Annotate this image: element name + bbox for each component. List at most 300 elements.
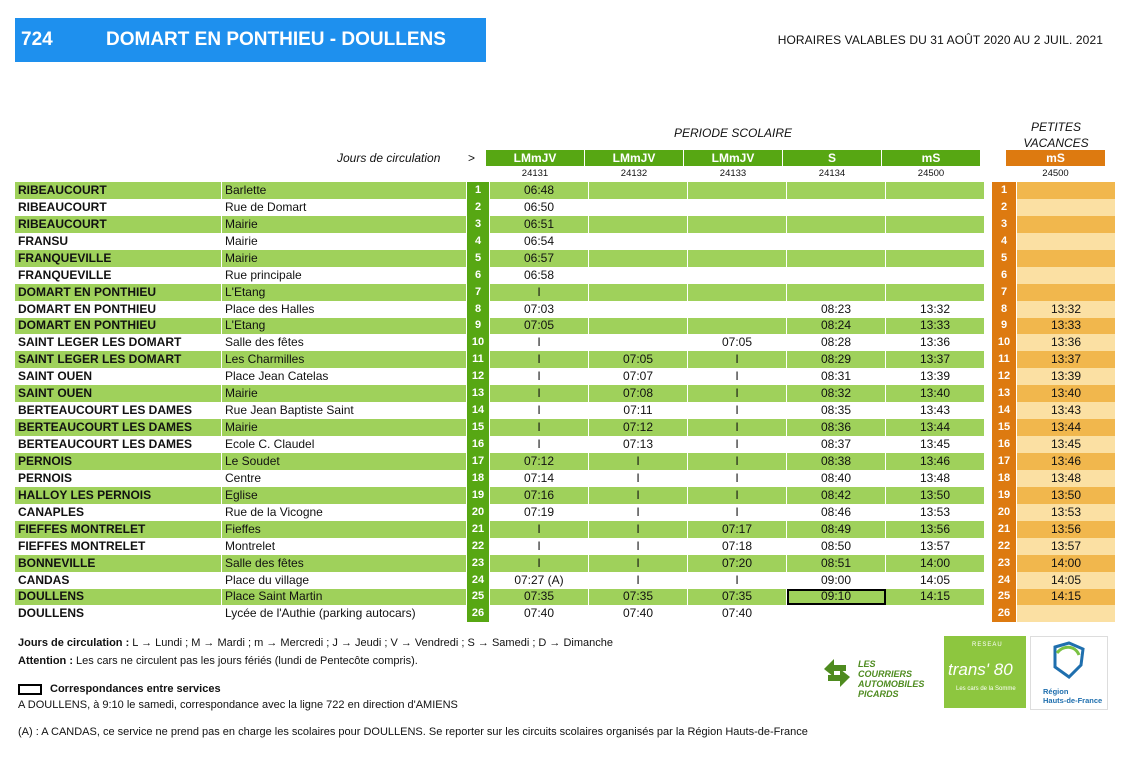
time-cell: 06:54 (490, 233, 589, 250)
trans80-top: RESEAU (972, 642, 1003, 648)
stop-order-number: 23 (467, 555, 490, 572)
stop-name-cell: Mairie (222, 216, 467, 233)
stop-order-number-holiday: 22 (992, 538, 1017, 555)
column-gap (984, 487, 992, 504)
time-cell: 07:12 (490, 453, 589, 470)
time-cell: I (688, 351, 787, 368)
service-number: 24133 (719, 168, 747, 179)
time-cell: 08:24 (787, 318, 886, 335)
commune-cell: SAINT LEGER LES DOMART (15, 351, 222, 368)
time-cell (886, 199, 985, 216)
holiday-time-cell: 13:36 (1017, 334, 1116, 351)
time-cell (688, 284, 787, 301)
commune-cell: RIBEAUCOURT (15, 199, 222, 216)
stop-order-number-holiday: 6 (992, 267, 1017, 284)
commune-cell: DOMART EN PONTHIEU (15, 318, 222, 335)
time-cell (886, 216, 985, 233)
stop-order-number-holiday: 12 (992, 368, 1017, 385)
time-cell: I (688, 487, 787, 504)
region-label (1043, 687, 1102, 705)
holiday-time-cell (1017, 233, 1116, 250)
column-gap (984, 284, 992, 301)
column-gap (984, 419, 992, 436)
time-cell: 13:32 (886, 301, 985, 318)
time-cell: 08:37 (787, 436, 886, 453)
holiday-time-cell: 13:44 (1017, 419, 1116, 436)
time-cell: I (589, 521, 688, 538)
time-cell: 07:14 (490, 470, 589, 487)
stop-name-cell: L'Etang (222, 318, 467, 335)
time-cell: I (589, 555, 688, 572)
time-cell: 06:48 (490, 182, 589, 199)
holiday-time-cell: 13:43 (1017, 402, 1116, 419)
service-days-header: LMmJV (585, 150, 683, 166)
time-cell: 06:57 (490, 250, 589, 267)
commune-cell: BONNEVILLE (15, 555, 222, 572)
column-gap (984, 436, 992, 453)
stop-order-number: 7 (467, 284, 490, 301)
time-cell: 08:40 (787, 470, 886, 487)
time-cell (589, 318, 688, 335)
time-cell (589, 233, 688, 250)
stop-order-number: 16 (467, 436, 490, 453)
table-row (15, 301, 1115, 318)
service-days-header: S (783, 150, 881, 166)
holiday-time-cell: 13:37 (1017, 351, 1116, 368)
lca-line2: AUTOMOBILES (858, 679, 925, 689)
time-cell (589, 284, 688, 301)
stop-order-number-holiday: 21 (992, 521, 1017, 538)
attention-title: Attention : (18, 655, 73, 667)
validity-period: HORAIRES VALABLES DU 31 AOÛT 2020 AU 2 JUIL. 2021 (777, 33, 1103, 47)
commune-cell: CANDAS (15, 572, 222, 589)
commune-cell: BERTEAUCOURT LES DAMES (15, 436, 222, 453)
period-school-label: PERIODE SCOLAIRE (673, 126, 793, 140)
holiday-time-cell: 14:15 (1017, 589, 1116, 606)
stop-name-cell: L'Etang (222, 284, 467, 301)
time-cell: 13:50 (886, 487, 985, 504)
stop-order-number: 4 (467, 233, 490, 250)
time-cell: I (688, 402, 787, 419)
time-cell: 13:37 (886, 351, 985, 368)
time-cell: I (490, 284, 589, 301)
connection-box-icon (18, 684, 42, 695)
time-cell: 07:19 (490, 504, 589, 521)
stop-order-number-holiday: 18 (992, 470, 1017, 487)
stop-name-cell: Montrelet (222, 538, 467, 555)
stop-name-cell: Le Soudet (222, 453, 467, 470)
time-cell (886, 233, 985, 250)
note-a: (A) : A CANDAS, ce service ne prend pas en charge les scolaires pour DOULLENS. Se reporter sur les circuits scolaires organisés par la Région Hauts-de-France (18, 726, 808, 738)
days-legend (18, 637, 613, 649)
commune-cell: FRANSU (15, 233, 222, 250)
time-cell: 07:05 (688, 334, 787, 351)
stop-name-cell: Fieffes (222, 521, 467, 538)
line-title-bar (15, 18, 486, 62)
commune-cell: FIEFFES MONTRELET (15, 538, 222, 555)
time-cell: 09:00 (787, 572, 886, 589)
time-cell: 13:48 (886, 470, 985, 487)
time-cell: I (490, 368, 589, 385)
table-row (15, 419, 1115, 436)
commune-cell: BERTEAUCOURT LES DAMES (15, 419, 222, 436)
holiday-time-cell: 13:50 (1017, 487, 1116, 504)
column-gap (984, 470, 992, 487)
time-cell: 08:50 (787, 538, 886, 555)
time-cell: 08:49 (787, 521, 886, 538)
stop-order-number-holiday: 9 (992, 318, 1017, 335)
time-cell (688, 301, 787, 318)
connections-legend (18, 683, 221, 695)
time-cell (688, 318, 787, 335)
stop-order-number: 14 (467, 402, 490, 419)
table-row (15, 572, 1115, 589)
time-cell: 07:27 (A) (490, 572, 589, 589)
column-gap (984, 216, 992, 233)
stop-order-number-holiday: 1 (992, 182, 1017, 199)
column-gap (984, 605, 992, 622)
table-row (15, 216, 1115, 233)
stop-order-number: 26 (467, 605, 490, 622)
time-cell: 06:58 (490, 267, 589, 284)
column-gap (984, 267, 992, 284)
column-gap (984, 351, 992, 368)
commune-cell: FIEFFES MONTRELET (15, 521, 222, 538)
service-days-header: LMmJV (684, 150, 782, 166)
line-number: 724 (21, 29, 53, 50)
commune-cell: SAINT OUEN (15, 368, 222, 385)
time-cell: 13:45 (886, 436, 985, 453)
commune-cell: PERNOIS (15, 453, 222, 470)
stop-name-cell: Ecole C. Claudel (222, 436, 467, 453)
stop-name-cell: Place Saint Martin (222, 589, 467, 606)
region-line2: Hauts-de-France (1043, 696, 1103, 705)
stop-order-number: 22 (467, 538, 490, 555)
time-cell: 07:07 (589, 368, 688, 385)
column-gap (984, 385, 992, 402)
table-row (15, 555, 1115, 572)
table-row (15, 487, 1115, 504)
stop-order-number-holiday: 20 (992, 504, 1017, 521)
time-cell: I (688, 572, 787, 589)
table-row (15, 351, 1115, 368)
stop-order-number-holiday: 5 (992, 250, 1017, 267)
stop-order-number-holiday: 4 (992, 233, 1017, 250)
region-line1: Région (1043, 687, 1069, 696)
holiday-time-cell: 14:05 (1017, 572, 1116, 589)
table-row (15, 402, 1115, 419)
holiday-service-number: 24500 (1042, 168, 1069, 179)
time-cell: 08:29 (787, 351, 886, 368)
time-cell: I (589, 470, 688, 487)
time-cell (589, 250, 688, 267)
column-gap (984, 589, 992, 606)
table-row (15, 470, 1115, 487)
stop-order-number-holiday: 8 (992, 301, 1017, 318)
time-cell: 08:28 (787, 334, 886, 351)
commune-cell: BERTEAUCOURT LES DAMES (15, 402, 222, 419)
column-gap (984, 538, 992, 555)
time-cell: 07:11 (589, 402, 688, 419)
time-cell: 14:00 (886, 555, 985, 572)
trans80-logo (944, 636, 1026, 708)
time-cell: 07:35 (589, 589, 688, 606)
stop-name-cell: Mairie (222, 419, 467, 436)
time-cell (787, 233, 886, 250)
connections-title: Correspondances entre services (50, 683, 221, 695)
stop-order-number-holiday: 25 (992, 589, 1017, 606)
time-cell: 08:51 (787, 555, 886, 572)
stop-order-number-holiday: 2 (992, 199, 1017, 216)
stop-name-cell: Salle des fêtes (222, 555, 467, 572)
service-number: 24132 (620, 168, 648, 179)
table-row (15, 233, 1115, 250)
stop-order-number: 20 (467, 504, 490, 521)
time-cell: 07:12 (589, 419, 688, 436)
commune-cell: FRANQUEVILLE (15, 267, 222, 284)
days-legend-text: L → Lundi ; M → Mardi ; m → Mercredi ; J → Jeudi ; V → Vendredi ; S → Samedi ; D → Dimanche (129, 637, 614, 649)
stop-name-cell: Rue Jean Baptiste Saint (222, 402, 467, 419)
commune-cell: CANAPLES (15, 504, 222, 521)
period-holiday-line1: PETITES (1030, 120, 1081, 134)
stop-name-cell: Lycée de l'Authie (parking autocars) (222, 605, 467, 622)
column-gap (984, 250, 992, 267)
time-cell: 14:15 (886, 589, 985, 606)
table-row (15, 368, 1115, 385)
holiday-time-cell (1017, 605, 1116, 622)
stop-order-number: 2 (467, 199, 490, 216)
time-cell (589, 334, 688, 351)
stop-name-cell: Rue de la Vicogne (222, 504, 467, 521)
stop-order-number: 25 (467, 589, 490, 606)
time-cell: 13:40 (886, 385, 985, 402)
holiday-time-cell: 13:57 (1017, 538, 1116, 555)
time-cell: I (589, 504, 688, 521)
table-row (15, 267, 1115, 284)
table-row (15, 250, 1115, 267)
column-gap (984, 199, 992, 216)
table-row (15, 589, 1115, 606)
column-gap (984, 182, 992, 199)
time-cell: 07:40 (589, 605, 688, 622)
time-cell: 13:36 (886, 334, 985, 351)
holiday-time-cell (1017, 199, 1116, 216)
column-gap (984, 334, 992, 351)
time-cell: I (688, 368, 787, 385)
stop-name-cell: Rue de Domart (222, 199, 467, 216)
time-cell (787, 182, 886, 199)
table-row (15, 538, 1115, 555)
period-holiday-label (1006, 119, 1106, 151)
commune-cell: SAINT LEGER LES DOMART (15, 334, 222, 351)
commune-cell: SAINT OUEN (15, 385, 222, 402)
time-cell (589, 199, 688, 216)
time-cell (688, 250, 787, 267)
time-cell: I (688, 453, 787, 470)
stop-order-number: 6 (467, 267, 490, 284)
time-cell (787, 284, 886, 301)
time-cell: 13:46 (886, 453, 985, 470)
commune-cell: DOMART EN PONTHIEU (15, 301, 222, 318)
stop-order-number: 3 (467, 216, 490, 233)
stop-order-number: 21 (467, 521, 490, 538)
stop-order-number-holiday: 10 (992, 334, 1017, 351)
holiday-time-cell: 13:33 (1017, 318, 1116, 335)
holiday-time-cell: 13:45 (1017, 436, 1116, 453)
holiday-time-cell: 14:00 (1017, 555, 1116, 572)
time-cell: I (490, 351, 589, 368)
stop-order-number: 1 (467, 182, 490, 199)
time-cell: 08:36 (787, 419, 886, 436)
stop-name-cell: Place des Halles (222, 301, 467, 318)
column-gap (984, 318, 992, 335)
time-cell: 07:20 (688, 555, 787, 572)
stop-order-number-holiday: 7 (992, 284, 1017, 301)
region-hexagon-icon (1031, 637, 1107, 685)
region-hdf-logo (1030, 636, 1108, 710)
stop-order-number: 18 (467, 470, 490, 487)
time-cell (589, 301, 688, 318)
days-arrow: > (468, 151, 476, 165)
column-gap (984, 233, 992, 250)
table-row (15, 318, 1115, 335)
time-cell: 07:08 (589, 385, 688, 402)
time-cell (886, 284, 985, 301)
stop-name-cell: Eglise (222, 487, 467, 504)
time-cell: 13:57 (886, 538, 985, 555)
stop-order-number-holiday: 3 (992, 216, 1017, 233)
stop-order-number: 12 (467, 368, 490, 385)
time-cell: 14:05 (886, 572, 985, 589)
time-cell (688, 233, 787, 250)
stop-order-number-holiday: 13 (992, 385, 1017, 402)
commune-cell: RIBEAUCOURT (15, 216, 222, 233)
commune-cell: FRANQUEVILLE (15, 250, 222, 267)
time-cell: I (589, 487, 688, 504)
time-cell: I (688, 504, 787, 521)
time-cell: I (589, 453, 688, 470)
commune-cell: DOULLENS (15, 589, 222, 606)
time-cell: 07:40 (688, 605, 787, 622)
line-name: DOMART EN PONTHIEU - DOULLENS (106, 29, 446, 50)
time-cell (886, 250, 985, 267)
holiday-time-cell: 13:32 (1017, 301, 1116, 318)
time-cell: 09:10 (787, 589, 886, 606)
holiday-time-cell (1017, 267, 1116, 284)
time-cell: 07:16 (490, 487, 589, 504)
days-label: Jours de circulation (337, 151, 441, 165)
stop-name-cell: Place du village (222, 572, 467, 589)
holiday-time-cell: 13:56 (1017, 521, 1116, 538)
time-cell: 07:18 (688, 538, 787, 555)
time-cell: 08:38 (787, 453, 886, 470)
time-cell: I (490, 402, 589, 419)
holiday-time-cell: 13:40 (1017, 385, 1116, 402)
stop-order-number-holiday: 16 (992, 436, 1017, 453)
time-cell: 08:46 (787, 504, 886, 521)
service-days-header: mS (882, 150, 980, 166)
recycle-arrows-icon (820, 655, 854, 691)
time-cell: I (589, 572, 688, 589)
commune-cell: DOMART EN PONTHIEU (15, 284, 222, 301)
holiday-time-cell (1017, 284, 1116, 301)
holiday-service-days-header: mS (1006, 150, 1105, 166)
time-cell: 07:35 (688, 589, 787, 606)
time-cell: 07:05 (589, 351, 688, 368)
stop-order-number: 10 (467, 334, 490, 351)
holiday-time-cell: 13:39 (1017, 368, 1116, 385)
timetable (15, 182, 1115, 622)
time-cell: I (688, 419, 787, 436)
table-row (15, 199, 1115, 216)
attention-note (18, 655, 418, 667)
time-cell: 08:23 (787, 301, 886, 318)
stop-order-number: 13 (467, 385, 490, 402)
holiday-time-cell (1017, 216, 1116, 233)
stop-order-number-holiday: 19 (992, 487, 1017, 504)
stop-order-number-holiday: 26 (992, 605, 1017, 622)
holiday-time-cell: 13:53 (1017, 504, 1116, 521)
time-cell: I (490, 385, 589, 402)
time-cell (886, 182, 985, 199)
time-cell: 06:50 (490, 199, 589, 216)
time-cell: I (490, 334, 589, 351)
column-gap (984, 504, 992, 521)
time-cell: 07:13 (589, 436, 688, 453)
time-cell: 13:39 (886, 368, 985, 385)
time-cell (589, 267, 688, 284)
time-cell: I (490, 436, 589, 453)
holiday-time-cell: 13:46 (1017, 453, 1116, 470)
stop-name-cell: Centre (222, 470, 467, 487)
stop-order-number: 19 (467, 487, 490, 504)
table-row (15, 334, 1115, 351)
time-cell: 07:03 (490, 301, 589, 318)
stop-name-cell: Mairie (222, 233, 467, 250)
time-cell (886, 267, 985, 284)
time-cell: I (589, 538, 688, 555)
time-cell: I (688, 385, 787, 402)
time-cell (688, 199, 787, 216)
time-cell (787, 267, 886, 284)
attention-text: Les cars ne circulent pas les jours fériés (lundi de Pentecôte compris). (72, 655, 418, 667)
stop-order-number: 15 (467, 419, 490, 436)
lca-text (858, 659, 930, 699)
time-cell: I (490, 419, 589, 436)
stop-name-cell: Mairie (222, 250, 467, 267)
time-cell: I (688, 436, 787, 453)
time-cell: 13:43 (886, 402, 985, 419)
stop-name-cell: Les Charmilles (222, 351, 467, 368)
commune-cell: DOULLENS (15, 605, 222, 622)
stop-order-number-holiday: 15 (992, 419, 1017, 436)
time-cell (787, 199, 886, 216)
table-row (15, 453, 1115, 470)
time-cell: 06:51 (490, 216, 589, 233)
stop-name-cell: Salle des fêtes (222, 334, 467, 351)
table-row (15, 436, 1115, 453)
table-row (15, 385, 1115, 402)
time-cell (688, 216, 787, 233)
stop-order-number: 9 (467, 318, 490, 335)
time-cell: 08:32 (787, 385, 886, 402)
time-cell (688, 182, 787, 199)
time-cell: 07:17 (688, 521, 787, 538)
column-gap (984, 301, 992, 318)
service-days-header: LMmJV (486, 150, 584, 166)
time-cell (787, 250, 886, 267)
stop-order-number: 8 (467, 301, 490, 318)
